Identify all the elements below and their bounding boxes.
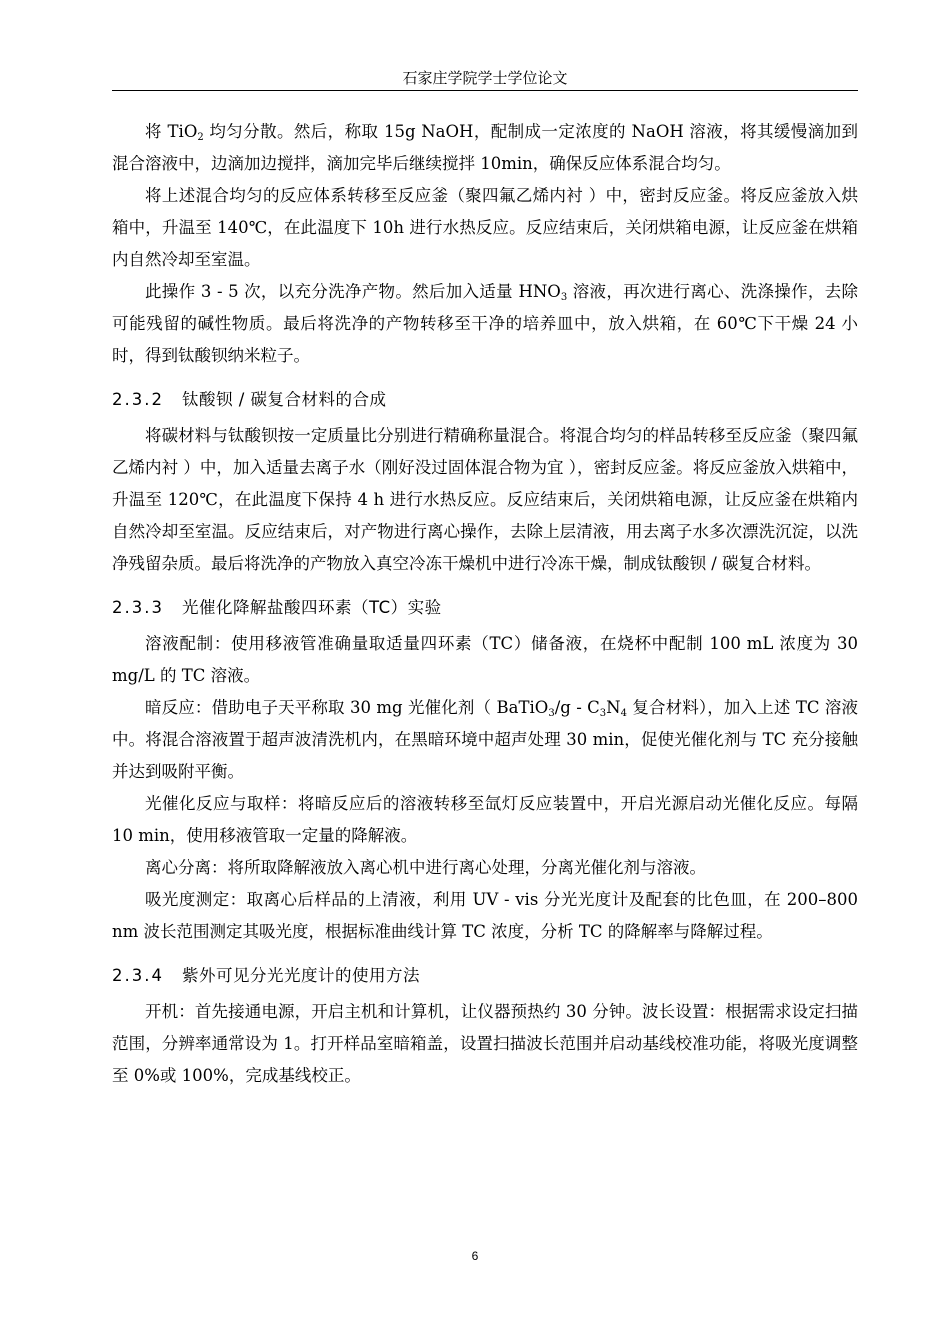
page-number: 6 xyxy=(471,1249,479,1263)
section-number: 2.3.2 xyxy=(112,390,164,409)
running-header: 石家庄学院学士学位论文 xyxy=(402,69,568,87)
text-run: /g - C xyxy=(554,698,600,717)
section-title: 光催化降解盐酸四环素（TC）实验 xyxy=(181,598,442,617)
section-number: 2.3.3 xyxy=(112,598,164,617)
text-run: 均匀分散。然后，称取 15g NaOH，配制成一定浓度的 NaOH 溶液，将其缓慢滴加到混合溶液中，边滴加边搅拌，滴加完毕后继续搅拌 10min，确保反应体系混合均匀。 xyxy=(112,122,858,173)
subscript: 3 xyxy=(599,708,607,719)
text-run: 复合材料），加入上述 TC 溶液中。将混合溶液置于超声波清洗机内，在黑暗环境中超声处理 30 min，促使光催化剂与 TC 充分接触并达到吸附平衡。 xyxy=(112,698,858,781)
paragraph-centrifugation: 离心分离：将所取降解液放入离心机中进行离心处理，分离光催化剂与溶液。 xyxy=(145,858,706,877)
text-run: 将 TiO xyxy=(145,122,198,141)
section-heading-2-3-2 xyxy=(112,386,858,414)
section-number: 2.3.4 xyxy=(112,966,164,985)
section-title: 钛酸钡 / 碳复合材料的合成 xyxy=(181,390,387,409)
subscript: 2 xyxy=(197,132,204,143)
text-run: 此操作 3 - 5 次，以充分洗净产物。然后加入适量 HNO xyxy=(145,282,561,301)
paragraph-tio2-dispersion xyxy=(112,116,858,180)
section-heading-2-3-3 xyxy=(112,594,858,622)
text-run: N xyxy=(606,698,621,717)
text-run: 溶液，再次进行离心、洗涤操作，去除可能残留的碱性物质。最后将洗净的产物转移至干净的培养皿中，放入烘箱，在 60℃下干燥 24 小时，得到钛酸钡纳米粒子。 xyxy=(112,282,858,365)
page-body xyxy=(112,116,858,1092)
section-heading-2-3-4 xyxy=(112,962,858,990)
paragraph-composite-synthesis: 将碳材料与钛酸钡按一定质量比分别进行精确称量混合。将混合均匀的样品转移至反应釜（聚四氟乙烯内衬 ）中，加入适量去离子水（刚好没过固体混合物为宜 ），密封反应釜。将反应釜放入烘箱中，升温至 120℃，在此温度下保持 4 h 进行水热反应。反应结束后，关闭烘箱电源，让反应釜在烘箱内自然冷却至室温。反应结束后，对产物进行离心操作，去除上层清液，用去离子水多次漂洗沉淀，以洗净残留杂质。最后将洗净的产物放入真空冷冻干燥机中进行冷冻干燥，制成钛酸钡 / 碳复合材料。 xyxy=(112,426,858,573)
subscript: 3 xyxy=(548,708,555,719)
paragraph-solution-preparation: 溶液配制：使用移液管准确量取适量四环素（TC）储备液，在烧杯中配制 100 mL 浓度为 30 mg/L 的 TC 溶液。 xyxy=(112,634,858,685)
paragraph-photocatalysis-sampling: 光催化反应与取样：将暗反应后的溶液转移至氙灯反应装置中，开启光源启动光催化反应。每隔 10 min，使用移液管取一定量的降解液。 xyxy=(112,794,858,845)
section-title: 紫外可见分光光度计的使用方法 xyxy=(181,966,420,985)
paragraph-absorbance-measurement: 吸光度测定：取离心后样品的上清液，利用 UV - vis 分光光度计及配套的比色皿，在 200–800 nm 波长范围测定其吸光度，根据标准曲线计算 TC 浓度，分析 TC 的降解率与降解过程。 xyxy=(112,890,858,941)
paragraph-hydrothermal-reaction: 将上述混合均匀的反应体系转移至反应釜（聚四氟乙烯内衬 ）中，密封反应釜。将反应釜放入烘箱中，升温至 140℃，在此温度下 10h 进行水热反应。反应结束后，关闭烘箱电源，让反应釜在烘箱内自然冷却至室温。 xyxy=(112,186,858,269)
subscript: 3 xyxy=(560,292,568,303)
paragraph-dark-reaction xyxy=(112,692,858,788)
paragraph-spectrophotometer-usage: 开机：首先接通电源，开启主机和计算机，让仪器预热约 30 分钟。波长设置：根据需求设定扫描范围，分辨率通常设为 1。打开样品室暗箱盖，设置扫描波长范围并启动基线校准功能，将吸光度调整至 0%或 100%，完成基线校正。 xyxy=(112,1002,858,1085)
subscript: 4 xyxy=(620,708,627,719)
paragraph-washing-drying xyxy=(112,276,858,372)
text-run: 暗反应：借助电子天平称取 30 mg 光催化剂（ BaTiO xyxy=(145,698,549,717)
header-rule xyxy=(112,90,858,91)
